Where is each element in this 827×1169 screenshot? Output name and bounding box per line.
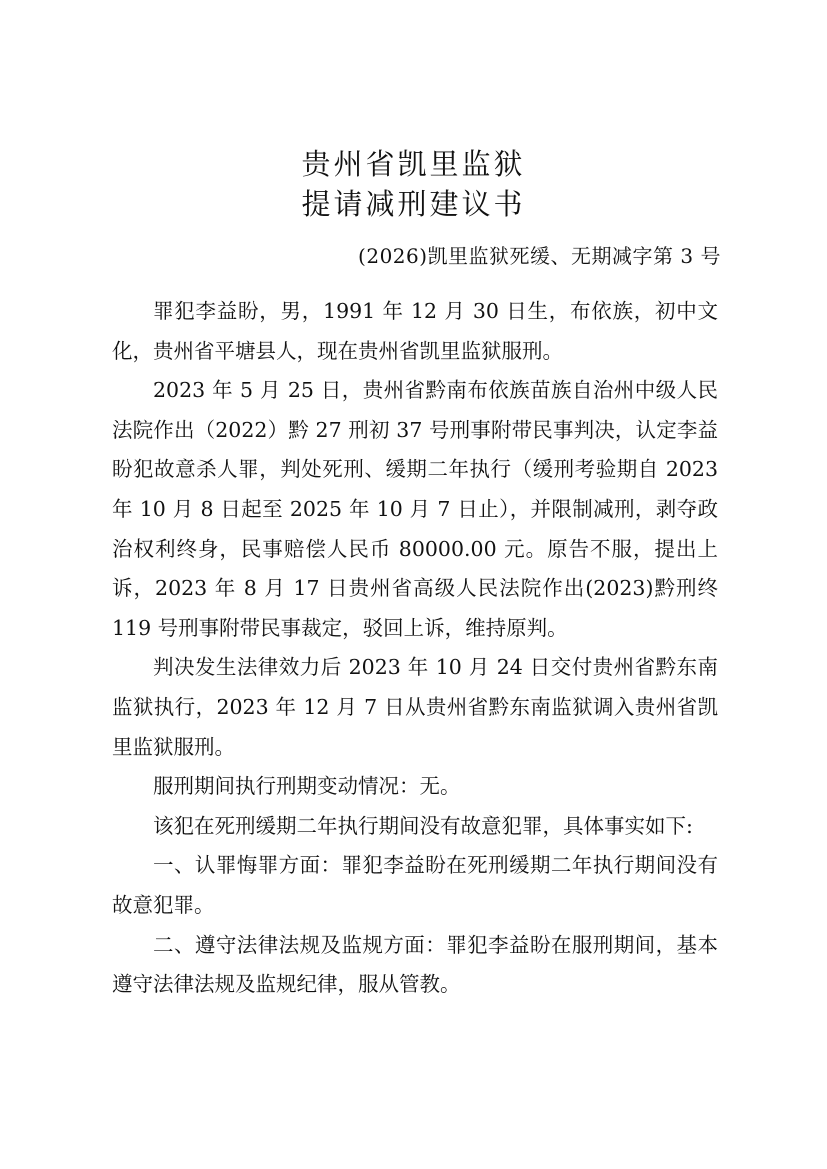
paragraph-judgment: 2023 年 5 月 25 日，贵州省黔南布依族苗族自治州中级人民法院作出（2022）黔 27 刑初 37 号刑事附带民事判决，认定李益盼犯故意杀人罪，判处死刑、缓期二年执行（缓刑考验期自 2023 年 10 月 8 日起至 2025 年 10 月 7 日止），并限制减刑，剥夺政治权利终身，民事赔偿人民币 80000.00 元。原告不服，提出上诉，2023 年 8 月 17 日贵州省高级人民法院作出(2023)黔刑终 119 号刑事附带民事裁定，驳回上诉，维持原判。 xyxy=(112,378,718,640)
paragraph-execution: 判决发生法律效力后 2023 年 10 月 24 日交付贵州省黔东南监狱执行，2023 年 12 月 7 日从贵州省黔东南监狱调入贵州省凯里监狱服刑。 xyxy=(112,655,718,759)
paragraph-criminal-info: 罪犯李益盼，男，1991 年 12 月 30 日生，布依族，初中文化，贵州省平塘县人，现在贵州省凯里监狱服刑。 xyxy=(112,299,718,363)
paragraph-compliance: 二、遵守法律法规及监规方面：罪犯李益盼在服刑期间，基本遵守法律法规及监规纪律，服从管教。 xyxy=(112,932,718,997)
paragraph-sentence-change: 服刑期间执行刑期变动情况：无。 xyxy=(153,774,461,799)
paragraph-facts-intro: 该犯在死刑缓期二年执行期间没有故意犯罪，具体事实如下: xyxy=(153,813,693,838)
paragraph-repentance: 一、认罪悔罪方面：罪犯李益盼在死刑缓期二年执行期间没有故意犯罪。 xyxy=(112,853,718,917)
document-number: (2026)凯里监狱死缓、无期减字第 3 号 xyxy=(358,244,721,268)
document-title-type: 提请减刑建议书 xyxy=(301,187,526,221)
document-body xyxy=(112,292,718,1005)
document-title-organization: 贵州省凯里监狱 xyxy=(301,147,526,181)
